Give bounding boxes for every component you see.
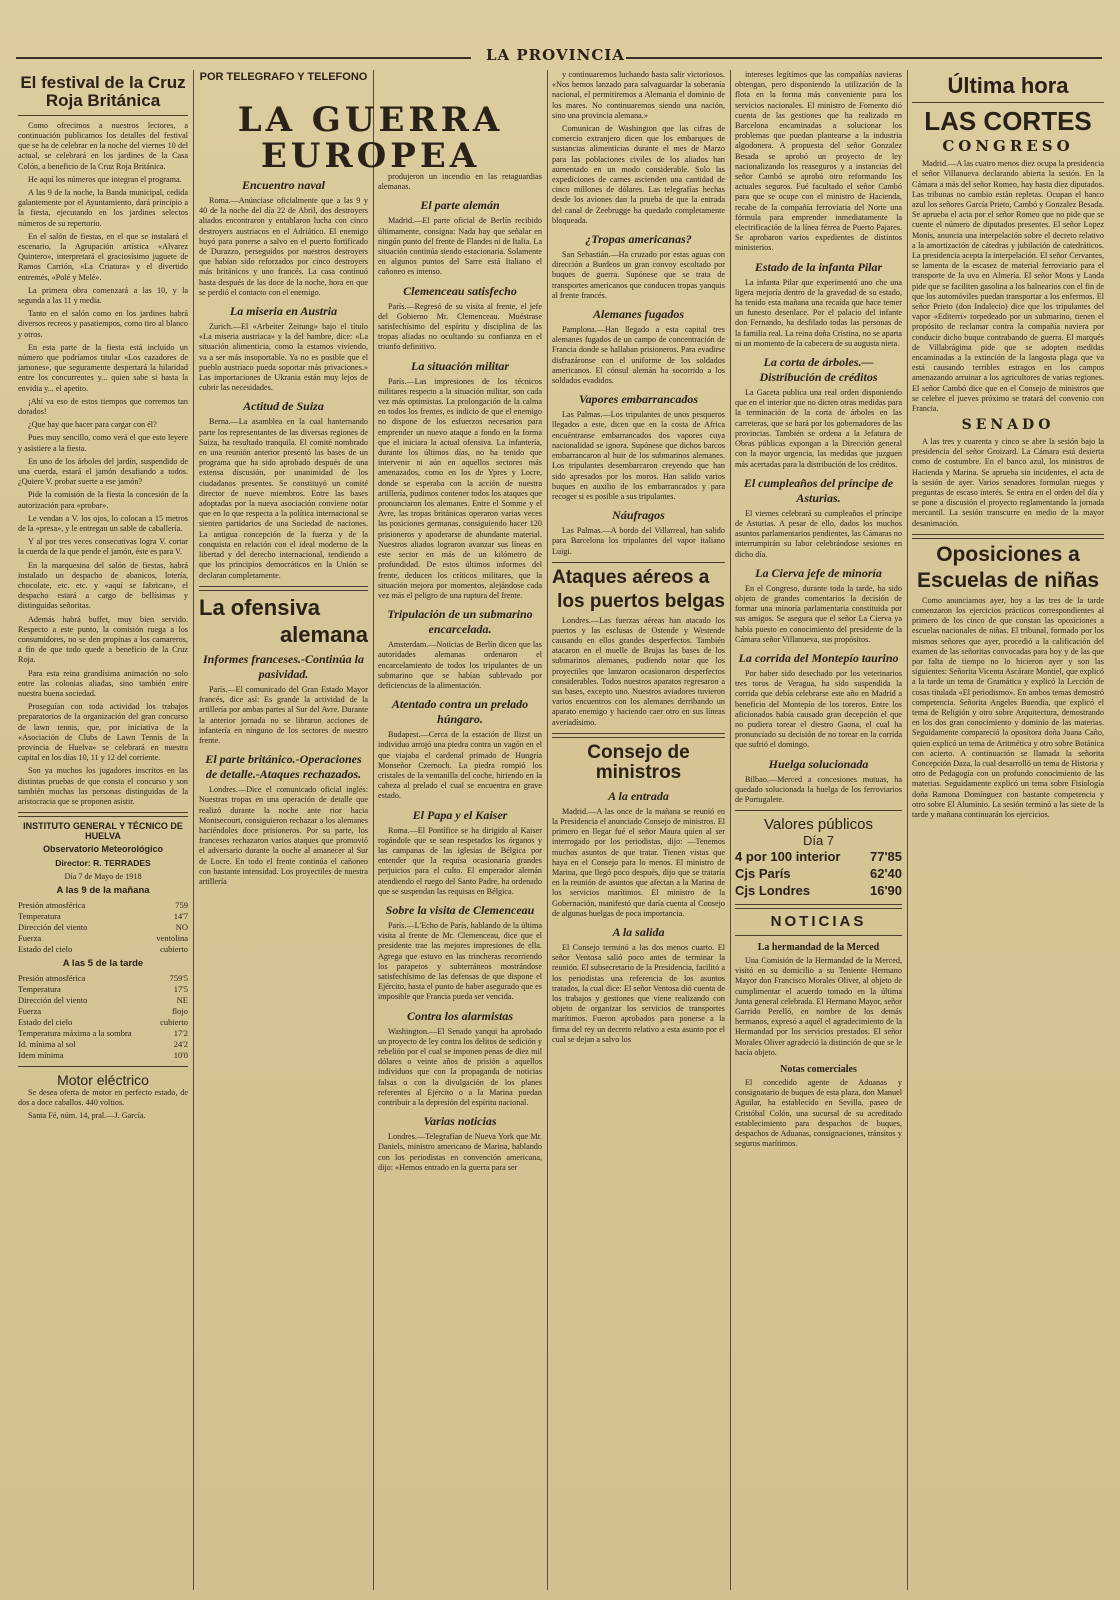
subhead: Encuentro naval <box>241 178 325 192</box>
paragraph: Para esta reina grandísima animación no solo entre las colonias aliadas, sino también entre nuestra buena sociedad. <box>18 668 188 699</box>
headline-cortes: LAS CORTES <box>924 106 1092 137</box>
subhead: ¿Tropas americanas? <box>585 232 692 247</box>
war-articles <box>199 178 368 581</box>
valores-row <box>735 882 902 899</box>
article-text: Berna.—La asamblea en la cual hanternando parte los representantes de las diversas regiones de Suiza, ha resultado tranquila. El comité nombrado en una reunión anterior presentó las bases de un programa que ha sido aprobado después de una extensa discusión, por unanimidad de los ciudadanos presentes. Se constituyó un comité director de nueve miembros. Entre las bases adoptadas por la nueva asociación conviene notar que en lo que respecta a la política internacional se sienten partidarios de una Sociedad de naciones. La antigua concepción de la fuerza y de la conquista en relación con el ideal moderno de la libertad y del derecho internacional, tendiendo a que los principios democráticos en la Unión se declaran completamente. <box>199 417 368 580</box>
weather-value: cubierto <box>160 1016 188 1027</box>
subhead-merced: La hermandad de la Merced <box>757 941 880 953</box>
weather-row <box>18 922 188 933</box>
subhead: Clemenceau satisfecho <box>403 283 517 298</box>
paragraph: ¿Que hay que hacer para cargar con él? <box>28 420 157 430</box>
subhead: La situación militar <box>410 358 509 373</box>
paragraph: ¡Ahí va eso de estos tiempos que corremos tan dorados! <box>18 396 188 416</box>
headline-ataques-2: los puertos belgas <box>557 590 725 612</box>
paragraph: En el salón de fiestas, en el que se instalará el escenario, la Agrupación artística «Alvarez Quintero», interpretará el graciosísimo juguete de Ramos Carrión, «La Criatura» y el divertido entremés, «Polé y Melé». <box>18 231 188 282</box>
article-text: Roma.—Anúnciase oficialmente que a las 9 y 40 de la noche del día 22 de Abril, dos destroyers aliados encontraron y entablaron lucha con cinco destroyers austriacos en el Adriático. El enemigo huyó para ponerse a salvo en el puerto fortificado de Durazzo, perseguidos por nuestros destroyers que habían sido reforzados por cinco destroyers más británicos y uno francés. La casa continuó hasta después de las doce de la noche, hora en que se perdió el contacto con el enemigo. <box>199 196 368 297</box>
article-comerciales: El concedido agente de Aduanas y consignatario de buques de esta plaza, don Manuel Aguilar, ha establecido en Sevilla, paseo de Cristóbal Colón, una sucursal de su acreditado establecimiento para despachos de buques, despachos de Aduanas, consignaciones, tránsitos y seguros marítimos. <box>735 1077 902 1149</box>
headline-consejo: Consejo de ministros <box>587 741 690 783</box>
article-text: Las Palmas.—A bordo del Villarreal, han salido para Barcelona los tripulantes del vapor italiano Luigi. <box>552 526 725 556</box>
article-text: Londres.—Telegrafían de Nueva York que Mr. Daniels, ministro americano de Marina, hablando con los periodistas en convención americana, dijo: «Hemos entrado en la guerra para ser <box>378 1132 542 1172</box>
headline-noticias: NOTICIAS <box>770 913 867 931</box>
divider <box>199 586 368 591</box>
subhead: Alemanes fugados <box>592 307 684 322</box>
weather-label: Id. mínima al sol <box>18 1038 76 1049</box>
article-oposiciones: Como anunciamos ayer, hoy a las tres de la tarde comenzaron los ejercicios prácticos correspondientes al primero de los cinco de que constan las oposiciones a escuelas nacionales de niñas. El tribunal, formado por los mismos señores que ayer, procedió a la calificación del examen de las señoritas convocadas para hoy y de las que por falta de tiempo no lo hicieron ayer y son las siguientes: Señorita Vicenta Ascárate Montiel, que explicó a la tarde un tema de Gramática y explicó la Lección de cosas titulada «El periodismo». En ambos temas demostró competencia. Señorita Angeles Buendía, que explicó el tema de Religión y otro sobre Arquitectura, demostrando en los dos gran conocimiento y dominio de las materias. Seguidamente compareció la opositora doña Juana Caño, quien explicó un tema de Aritmética y otro sobre Botánica con acierto. A continuación se llamada la señorita Concepción Daza, la cual desarrolló un tema de Historia y otro de Pedagogía con un profundo conocimiento de las materias. Seguidamente explicó un tema sobre Fisiología doña Ramona Domínguez con bastante competencia y otro sobre El Aluminio. La sesión terminó a las siete de la tarde y mañana continuarán los ejercicios. <box>912 595 1104 820</box>
weather-label: Estado del cielo <box>18 1016 73 1027</box>
column-rule <box>193 70 194 1590</box>
paragraph: Y al por tres veces consecutivas logra V. cortar la cuerda de la que pende el jamón, éste es para V. <box>18 537 188 557</box>
subhead: Contra los alarmistas <box>406 1008 514 1023</box>
ad-motor-address: Santa Fé, núm. 14, pral.—J. García. <box>28 1111 146 1121</box>
article-text: Madrid.—A las once de la mañana se reunió en la Presidencia el anunciado Consejo de ministros. El primero en llegar fué el señor Maura quien al ser interrogado por los periodistas, dijo: —Tenemos muchos asuntos de que tratar. Tienen vistas que haya en el Consejo para lo menos. El ministro de Marina, que llegó poco después, dijo que se trataría en la reunión de asuntos que afectan a la Marina de los servicios marítimos. El ministro de la Gobernación, manifestó que daría cuenta al Consejo de algunas huelgas de poca importancia. <box>552 806 725 918</box>
paragraph: En uno de los árboles del jardín, suspendido de una cuerda, estará el jamón desafiando a todos. ¿Quiere V. probar suerte a ese jamón? <box>18 456 188 487</box>
observatory-title: Observatorio Meteorológico <box>42 844 164 855</box>
institute-title: INSTITUTO GENERAL Y TÉCNICO DE HUELVA <box>23 821 183 841</box>
valores-table <box>735 848 902 899</box>
article-ofensiva: París.—El comunicado del Gran Estado Mayor francés, dice así: Es grande la actividad de la artillería por ambas partes al Sur del Avre. Durante la anterior jornada no se libraron acciones de infantería en ninguno de los sectores de nuestro frente. <box>199 684 368 745</box>
weather-value: 759'5 <box>169 972 188 983</box>
news-articles <box>552 232 725 557</box>
article-text: París.—L'Echo de París, hablando de la última visita al frente de Mr. Clemenceau, dice que el presidente trae las mejores impresiones de ella. Agrega que estuvo en las trincheras recorriendo los parapetos y subterráneos mostrándose satisfechísimo de las defensas de que dispone el Ejército, hasta el punto de haber asegurado que es imposible que Francia pueda ser vencida. <box>378 920 542 1002</box>
weather-value: NO <box>175 921 188 932</box>
weather-value: 759 <box>175 899 188 910</box>
headline-oposiciones-2: Escuelas de niñas <box>916 568 1100 592</box>
divider <box>552 562 725 563</box>
weather-value: ventolina <box>156 932 188 943</box>
paragraph: Pide la comisión de la fiesta la concesión de la autorización para «probar». <box>18 490 188 510</box>
consejo-articles <box>552 789 725 1045</box>
valores-label: Cjs París <box>735 866 791 882</box>
article-text: Por haber sido desechado por los veterinarios tres toros de Veragua, ha sido suspendida la corrida que debía celebrarse este año en Madrid a beneficio del Montepío de los toreros. Entre los aficionados había causado gran decepción el que no pudiera torear el diestro Gaona, el cual ha pronunciado su decisión de no torear en la corrida que sufrió el domingo. <box>735 668 902 750</box>
article-text: París.—Regresó de su visita al frente, el jefe del Gobierno Mr. Clemenceau. Muéstrase satisfechísimo del espíritu y disciplina de las tropas aliadas no ocultando su confianza en el triunfo definitivo. <box>378 301 542 352</box>
weather-row <box>18 984 188 995</box>
subhead: La corta de árboles.—Distribución de créditos <box>759 355 878 385</box>
divider <box>735 810 902 811</box>
subhead-senado: SENADO <box>961 417 1055 434</box>
article-text: La infanta Pilar que experimentó ano che una ligera mejoría dentro de la gravedad de su estado, ha tenido esta mañana una recaída que hace temer un funesto desenlace. Por el palacio del infante don Fernando, ha desfilado todas las personas de la familia real. La reina doña Cristina, no se aparta ni un momento de la cabecera de su augusta nieta. <box>735 277 902 348</box>
subhead-comerciales: Notas comerciales <box>780 1063 857 1075</box>
paragraph: Como ofrecimos a nuestros lectores, a continuación publicamos los detalles del festival que se ha de celebrar en la noche del viernes 10 del actual, se celebrará en los jardines de la Casa Colón, a beneficio de la Cruz Roja Británica. <box>18 120 188 171</box>
subhead: A la entrada <box>608 788 669 803</box>
weather-label: Fuerza <box>18 932 42 943</box>
article-text: Budapest.—Cerca de la estación de Ilizst un individuo arrojó una piedra contra un vagón en el que viajaba el cardenal primado de Hungría Monseñor Czernoch. La piedra rompió los cristales de la ventanilla del coche, hiriendo en la cabeza al prelado el cual se encuentra en grave estado. <box>378 730 542 801</box>
headline-ultima-hora: Última hora <box>947 73 1069 98</box>
column-5 <box>735 70 902 1590</box>
column-rule <box>907 70 908 1590</box>
weather-value: NE <box>176 994 188 1005</box>
column-2-body <box>199 172 368 1590</box>
article-text: Bilbao.—Merced a concesiones mutuas, ha quedado solucionada la huelga de los ferroviarios de Portugalete. <box>735 774 902 804</box>
headline-ofensiva-1: La ofensiva <box>199 594 321 620</box>
ad-motor-head: Motor eléctrico <box>57 1071 149 1088</box>
subhead: Sobre la visita de Clemenceau <box>385 902 535 917</box>
article-congreso: Madrid.—A las cuatro menos diez ocupa la presidencia el señor Villanueva declarando abierta la sesión. En la Cámara a más del señor Romeo, hay hasta diez diputados. Las tribunas no cambio están repletas. Ocupan el banco azul los señores García Prieto, Cambó y Gonzalez Besada. Se aprueba el acta por el señor Romeo que no pide que se cuente el número de diputados presentes. El señor Lopez Monis, anuncia una interpelación sobre el decreto relativo a la amortización de cátedras y jubilación de catedráticos. La presidencia acepta la interpelación. El señor Cervantes, se lamenta de la escasez de material ferroviario para el transporte de la uva en Almería. El señor Mons y Landa pide que se faciliten gasolina a los balnearios con el fin de que los automóviles puedan transportar a los enfermos. El señor Prieto (don Indalecio) dice que los tripulantes del vapor «Editerri» torpedeado por un submarino, tienen el propósito de reclamar contra la compañía naviera por conducir dicho buque contrabando de guerra. El marqués de Villabrágima pide que se adopten medidas encaminadas a la extinción de la langosta plaga que va está causando terribles estragos en los campos amenazando arruinar a los agricultores de varias regiones. El señor Cambó dice que en el Consejo de ministros que se celebre el jueves próximo se tratará del convenio con Francia. <box>912 159 1104 414</box>
column-rule <box>730 70 731 1590</box>
paragraph: La primera obra comenzará a las 10, y la segunda a las 11 y media. <box>18 285 188 305</box>
masthead <box>16 46 1102 68</box>
weather-morning-head: A las 9 de la mañana <box>56 884 150 896</box>
weather-value: 17'5 <box>173 983 188 994</box>
weather-label: Fuerza <box>18 1005 42 1016</box>
column-rule <box>547 70 548 1590</box>
subhead: El Papa y el Kaiser <box>412 807 508 822</box>
weather-row <box>18 933 188 944</box>
article-text: Las Palmas.—Los tripulantes de unos pesqueros llegados a este, dicen que en la costa de Africa encuéntranse embarrancados dos vapores cuya nacionalidad se ignora. Supónese que dichos barcos embarrancaron al huir de los submarinos alemanes. Los tripulantes desembarcaron creyendo que han sido apresados por los moros. Han salido varios buques en auxilio de los embarrancados y para recoger si es posible a sus tripulantes. <box>552 410 725 501</box>
weather-label: Dirección del viento <box>18 921 88 932</box>
valores-value: 62'40 <box>869 866 902 882</box>
valores-row <box>735 865 902 882</box>
paragraph: Proseguían con toda actividad los trabajos preparatorios de la organización del gran concurso de lawn tennis, que, por iniciativa de la «Asociación de Clubs de Lawn Tennis de la provincia de Huelva» se celebrará en nuestra capital en los días 10, 11 y 12 del corriente. <box>18 702 188 763</box>
banner-line-1: LA GUERRA <box>237 102 504 140</box>
weather-value: 17'2 <box>173 1027 188 1038</box>
weather-row <box>18 1017 188 1028</box>
article-text: Madrid.—El parte oficial de Berlín recibido últimamente, consigna: Nada hay que señalar en ningún punto del frente de Flandes ni de Italia. La situación continúa siendo estacionaria. Solamente en algunos puntos del Sarre está Italiano el cañoneo es intenso. <box>378 216 542 277</box>
paragraph: He aquí los números que integran el programa. <box>28 174 182 184</box>
column-6 <box>912 70 1104 1590</box>
weather-value: cubierto <box>160 943 188 954</box>
article-senado: A las tres y cuarenta y cinco se abre la sesión bajo la presidencia del señor Groizard. La Cámara está desierta como de costumbre. En el banco azul, los ministros de Hacienda y Marina. Se aprueba sin incidentes, el acta de la sesión de ayer. Varios senadores formulan ruegos y preguntas de escaso interés. Se entra en el orden del día y se pone a discusión el proyecto reglamentando la jornada mercantil. La sesión transcurre en medio de la mayor desanimación. <box>912 436 1104 528</box>
article-text: Pamplona.—Han llegado a esta capital tres alemanes fugados de un campo de concentración de Francia donde se hallaban prisioneros. Para evadirse disfrazáronse con el uniforme de los soldados americanos. El cónsul alemán ha socorrido a los soldados evadidos. <box>552 325 725 386</box>
article-text: Zurich.—El «Arbeiter Zeitung» bajo el título «La miseria austriaca» y la del hambre, dice: «La situación alimenticia, como la estamos viviendo, va a ser más insoportable. Ya no es posible que el pueblo austriaco pueda soportar más privaciones.» Las importaciones de Ukrania están muy lejos de cubrir las necesidades. <box>199 322 368 393</box>
weather-label: Dirección del viento <box>18 994 88 1005</box>
headline-ataques-1: Ataques aéreos a <box>552 566 710 588</box>
weather-row <box>18 944 188 955</box>
divider <box>735 935 902 936</box>
weather-value: flojo <box>171 1005 188 1016</box>
article-text: París.—Las impresiones de los técnicos militares respecto a la situación militar, son cada vez más optimistas. La prolongación de la calma en todos los frentes, es indicio de que el enemigo no dispone de los esfuerzos necesarios para emprender un nuevo ataque a fondo en la forma que el iniciara la actual ofensiva. La infantería, durante los últimos días, no ha tenido que intervenir ni aún en aquellos sectores más amenazados, como en los de Ypres y Locre, donde se esperaba con la acción de nuestra artillería, pudimos contener todos los ataques que pronunciaron los alemanes. Entre el Somme y el Avre, las tropas británicas operaron varias veces las posiciones germanas, consiguiendo hacer 120 prisioneros y apoderarse de abundante material. Nuestros aliados lograron avanzar sus líneas en este sector en más de un kilómetro de profundidad. De estos últimos informes del frente, deducen los críticos militares, que la situación mejora por momentos, alejándose cada vez más el peligro de una ruptura del frente. <box>378 376 542 600</box>
article-text: San Sebastián.—Ha cruzado por estas aguas con dirección a Burdeos un gran convoy escoltado por buques de guerra. Supónese que se trata de transportes americanos que conducen tropas yanquis al frente francés. <box>552 250 725 300</box>
article-text: En el Congreso, durante toda la tarde, ha sido objeto de grandes comentarios la decisión de formar una minoría parlamentaria constituida por sus amigos. Se asegura que el señor La Cierva ya había puesto en conocimiento del presidente de la Cámara señor Villanueva, sus propósitos. <box>735 583 902 644</box>
valores-day: Día 7 <box>802 833 835 849</box>
paragraph: En la marquesina del salón de fiestas, habrá instalado un despacho de abanicos, lotería, chocolate, etc. etc. y «aquí se fabrican», el despacho estará a cargo de bellísimas y distinguidas señoritas. <box>18 560 188 611</box>
weather-label: Temperatura máxima a la sombra <box>18 1027 132 1038</box>
weather-row <box>18 1006 188 1017</box>
article-text: Amsterdam.—Noticias de Berlín dicen que las autoridades alemanas ordenaron el encarcelamiento de todos los tripulantes de un submarino que se habían sublevado por deficiencias de la alimentación. <box>378 640 542 690</box>
paragraph: Tanto en el salón como en los jardines habrá diversos recreos y pasatiempos, como tiro al blanco y otros. <box>18 309 188 339</box>
weather-label: Idem mínima <box>18 1049 64 1060</box>
article-merced: Una Comisión de la Hermandad de la Merced, visitó en su domicilio a su Teniente Hermano Mayor don Francisco Morales Oliver, al objeto de cumplimentar el acuerdo tomado en la última Junta general celebrada. El Hermano Mayor, señor Garrido Perelló, en nombre de los demás hermanos, expresó a aquél el agradecimiento de la Hermandad por los servicios prestados. El señor Morales Oliver agradeció la distinción de que se le hacía objeto. <box>735 955 902 1057</box>
subhead: Estado de la infanta Pilar <box>754 259 883 274</box>
weather-row <box>18 1050 188 1061</box>
subhead: El cumpleaños del príncipe de Asturias. <box>743 475 894 505</box>
war-articles-2 <box>378 198 542 1173</box>
headline-festival: El festival de la Cruz Roja Británica <box>20 73 186 110</box>
article-britanico: Londres.—Dice el comunicado oficial inglés: Nuestras tropas en una operación de detalle que realizó durante la noche ante rior hacia Montsecourt, consiguieron rechazar a los alemanes haciéndoles doce prisioneros. Por su parte, los franceses rechazaron varios ataques que promovió el adversario durante la noche al amanecer al Sur de Locre. En todo el frente continúa el cañoneo con bastante intensidad. Los proyectiles de nuestra artillería <box>199 785 368 886</box>
subhead-britanico: El parte británico.-Operaciones de detalle.-Ataques rechazados. <box>205 752 362 782</box>
article-commerce: Comunican de Washington que las cifras de comercio extranjero dicen que los embarques de sustancias alimenticias durante el mes de Marzo para las poblaciones civiles de los aliados han aumentado en un modo considerable. Solo las expediciones de carnes ascienden una cantidad de cinco millones de dólares. Las telegrafías hechas desde los aviones dan la prueba de que la entrada del canal de Zeebrugge ha quedado completamente bloqueada. <box>552 124 725 225</box>
article-text: El Consejo terminó a las dos menos cuarto. El señor Ventosa salió poco antes de terminar la reunión. El subsecretario de la Presidencia, facilitó a los periodistas una referencia de los asuntos tratados, la cual dice: El señor Ventosa dió cuenta de los trabajos y gestiones que viene realizando con objeto de organizar los servicios de transportes marítimos. Fueron aprobados para ponerse a la firma del rey un decreto relativo a esta asunto por el cual se dejan a salvo los <box>552 942 725 1044</box>
divider <box>735 904 902 909</box>
article-continuation: intereses legítimos que las compañías navieras obtengan, pero disponiendo la utilización de la flota en la forma más conveniente para los servicios nacionales. El ministro de Fomento dió cuenta de las gestiones que ha realizado en Barcelona encaminadas a solucionar los problemas que puedan plantearse a la industria algodonera. A propuesta del señor Gonzalez Besada se aprobó un proyecto de ley nacionalizando los reaseguros y a instancias del señor Cambó se aprobó otro reformando los actuales seguros. Fué facultado el señor Cambó para que se ocupe con el ministro de Hacienda, recabe de la compañía ferroviaria del Norte una fórmula para emprender inmediatamente la electrificación de la línea férrea de Puerto Pajares. Se aprobaron varios expedientes de distintos ministerios. <box>735 70 902 253</box>
weather-morning-table <box>18 900 188 955</box>
article-continuation: y continuaremos luchando hasta salir victoriosos. «Nos hemos lanzado para salvaguardar la soberanía nacional, el permitiremos a Alemania el dominio de los mares. No continuaremos siendo una nación, sino una provincia alemana.» <box>552 70 725 120</box>
war-banner <box>199 102 542 172</box>
divider <box>18 1066 188 1067</box>
article-festival <box>18 121 188 808</box>
subhead: Atentado contra un prelado húngaro. <box>391 697 529 727</box>
valores-value: 16'90 <box>869 883 902 899</box>
paragraph: Le vendan a V. los ojos, lo colocan a 15 metros de la «presa», y le entregan un sable de caballería. <box>18 513 188 533</box>
weather-row <box>18 900 188 911</box>
subhead: La corrida del Montepío taurino <box>738 650 899 665</box>
weather-row <box>18 911 188 922</box>
banner-line-2: EUROPEA <box>260 136 481 172</box>
subhead-ofensiva: Informes franceses.-Continúa la pasividad. <box>202 651 365 681</box>
article-text: La Gaceta publica una real orden disponiendo que en el interior que no dicten otras medidas para la terminación de la corta de árboles en las carreteras, que se hará por los gobernadores de las provincias. También se ordena a la Jefatura de Obras públicas expongan a la Dirección general con la mayor urgencia, las medidas que juzguen más acertadas para la distribución de los créditos. <box>735 388 902 469</box>
weather-evening-head: A las 5 de la tarde <box>62 957 144 969</box>
masthead-rule-right <box>626 57 1102 59</box>
paragraph: A las 9 de la noche, la Banda municipal, cedida galantemente por el Ayuntamiento, dará principio a la fiesta, ejecutando en los jardines selectos números de su repertorio. <box>18 187 188 228</box>
weather-value: 14'7 <box>173 910 188 921</box>
column-4 <box>552 70 725 1590</box>
weather-value: 24'2 <box>173 1038 188 1049</box>
director-line: Director: R. TERRADES <box>55 857 151 868</box>
article-text: Washington.—El Senado yanqui ha aprobado un proyecto de ley contra los delitos de sedición y rebelión por el cual se imponen penas de diez mil dólares o veinte años de prisión a aquellos individuos que con la propaganda de noticias falsas o con la divulgación de los planes referentes al Ejército o a la Marina puedan contribuir a la depresión del espíritu nacional. <box>378 1026 542 1108</box>
valores-head: Valores públicos <box>764 816 873 834</box>
kicker: POR TELEGRAFO Y TELEFONO <box>199 71 368 83</box>
subhead: La Cierva jefe de minoría <box>755 565 882 580</box>
masthead-title: LA PROVINCIA <box>486 46 625 64</box>
divider <box>552 733 725 738</box>
ad-motor-text: Se desea oferta de motor en perfecto estado, de dos a doce caballos. 440 voltios. <box>18 1087 188 1107</box>
article-ataques: Londres.—Las fuerzas aéreas han atacado los puertos y las esclusas de Ostende y Westende causando en ellos grandes desperfectos. También atacaron en el muelle de Brujas las bases de los submarinos alemanes, pudiendo notar que los proyectiles que lanzaron ocasionaron desperfectos considerables. Todos nuestros aparatos regresaron a sus bases, excepto uno. Nuestros aviadores tuvieron varios encuentros con los alemanes derribando un aparato enemigo y haciendo caer otro en sus líneas averiadísimo. <box>552 615 725 727</box>
article-continuation: produjeron un incendio en las retaguardias alemanas. <box>378 172 542 192</box>
divider <box>912 102 1104 103</box>
valores-row <box>735 848 902 865</box>
weather-label: Temperatura <box>18 910 61 921</box>
column-1 <box>18 70 188 1590</box>
paragraph: En esta parte de la fiesta está incluido un número que podríamos titular «Los cazadores de jamones», que seguramente despertará la hilaridad entre los concurrentes y... quien sabe si hasta la envidia y... el apetito. <box>18 342 188 393</box>
subhead-congreso: CONGRESO <box>942 137 1074 156</box>
divider <box>912 534 1104 539</box>
weather-row <box>18 1039 188 1050</box>
weather-evening-table <box>18 973 188 1061</box>
headline-ofensiva-2: alemana <box>279 621 368 647</box>
divider <box>18 812 188 817</box>
paragraph: Pues muy sencillo, como verá el que esto leyere y asistiere a la fiesta. <box>18 433 188 453</box>
weather-row <box>18 973 188 984</box>
weather-label: Presión atmosférica <box>18 972 86 983</box>
weather-label: Estado del cielo <box>18 943 73 954</box>
column-rule <box>373 70 374 1590</box>
subhead: Náufragos <box>612 508 665 523</box>
valores-label: Cjs Londres <box>735 883 811 899</box>
paragraph: Además habrá buffet, muy bien servido. Respecto a este punto, la comisión ruega a los consumidores, no se den propinas a los camareros, a fin de que todo quede a beneficio de la Cruz Roja. <box>18 614 188 665</box>
article-text: El viernes celebrará su cumpleaños el príncipe de Asturias. A pesar de ello, dados los muchos asuntos parlamentarios pendientes, las Cámaras no interrumpirán su labor celebrándose sesiones en dicho día. <box>735 508 902 559</box>
weather-value: 10'0 <box>173 1049 188 1060</box>
headline-oposiciones-1: Oposiciones a <box>936 542 1080 566</box>
subhead: Actitud de Suiza <box>243 399 324 414</box>
national-articles <box>735 260 902 806</box>
subhead: A la salida <box>612 924 665 939</box>
masthead-rule-left <box>16 57 471 59</box>
article-text: Roma.—El Pontífice se ha dirigido al Kaiser rogándole que se sean respetados los órganos y las campanas de las iglesias de Bélgica por entender que la requisa ocasionaría grandes perjuicios para el culto. El emperador alemán atendiendo el ruego del Santo Padre, ha ordenado que se suspendan las requisas en Bélgica. <box>378 825 542 896</box>
divider <box>18 115 188 116</box>
subhead: Huelga solucionada <box>768 756 869 771</box>
subhead: La miseria en Austria <box>229 304 338 319</box>
paragraph: Son ya muchos los jugadores inscritos en las distintas pruebas de que consta el concurso y son también muchas las personas distinguidas de la aristocracia que se proponen asistir. <box>18 766 188 807</box>
valores-value: 77'85 <box>869 849 902 865</box>
subhead: Varias noticias <box>423 1114 497 1129</box>
weather-label: Temperatura <box>18 983 61 994</box>
subhead: Tripulación de un submarino encarcelada. <box>387 607 533 637</box>
subhead: El parte alemán <box>420 198 500 213</box>
subhead: Vapores embarrancados <box>578 392 698 407</box>
weather-row <box>18 1028 188 1039</box>
valores-label: 4 por 100 interior <box>735 849 841 865</box>
column-3 <box>378 172 542 1590</box>
weather-row <box>18 995 188 1006</box>
weather-label: Presión atmosférica <box>18 899 86 910</box>
weather-date: Día 7 de Mayo de 1918 <box>64 871 142 881</box>
